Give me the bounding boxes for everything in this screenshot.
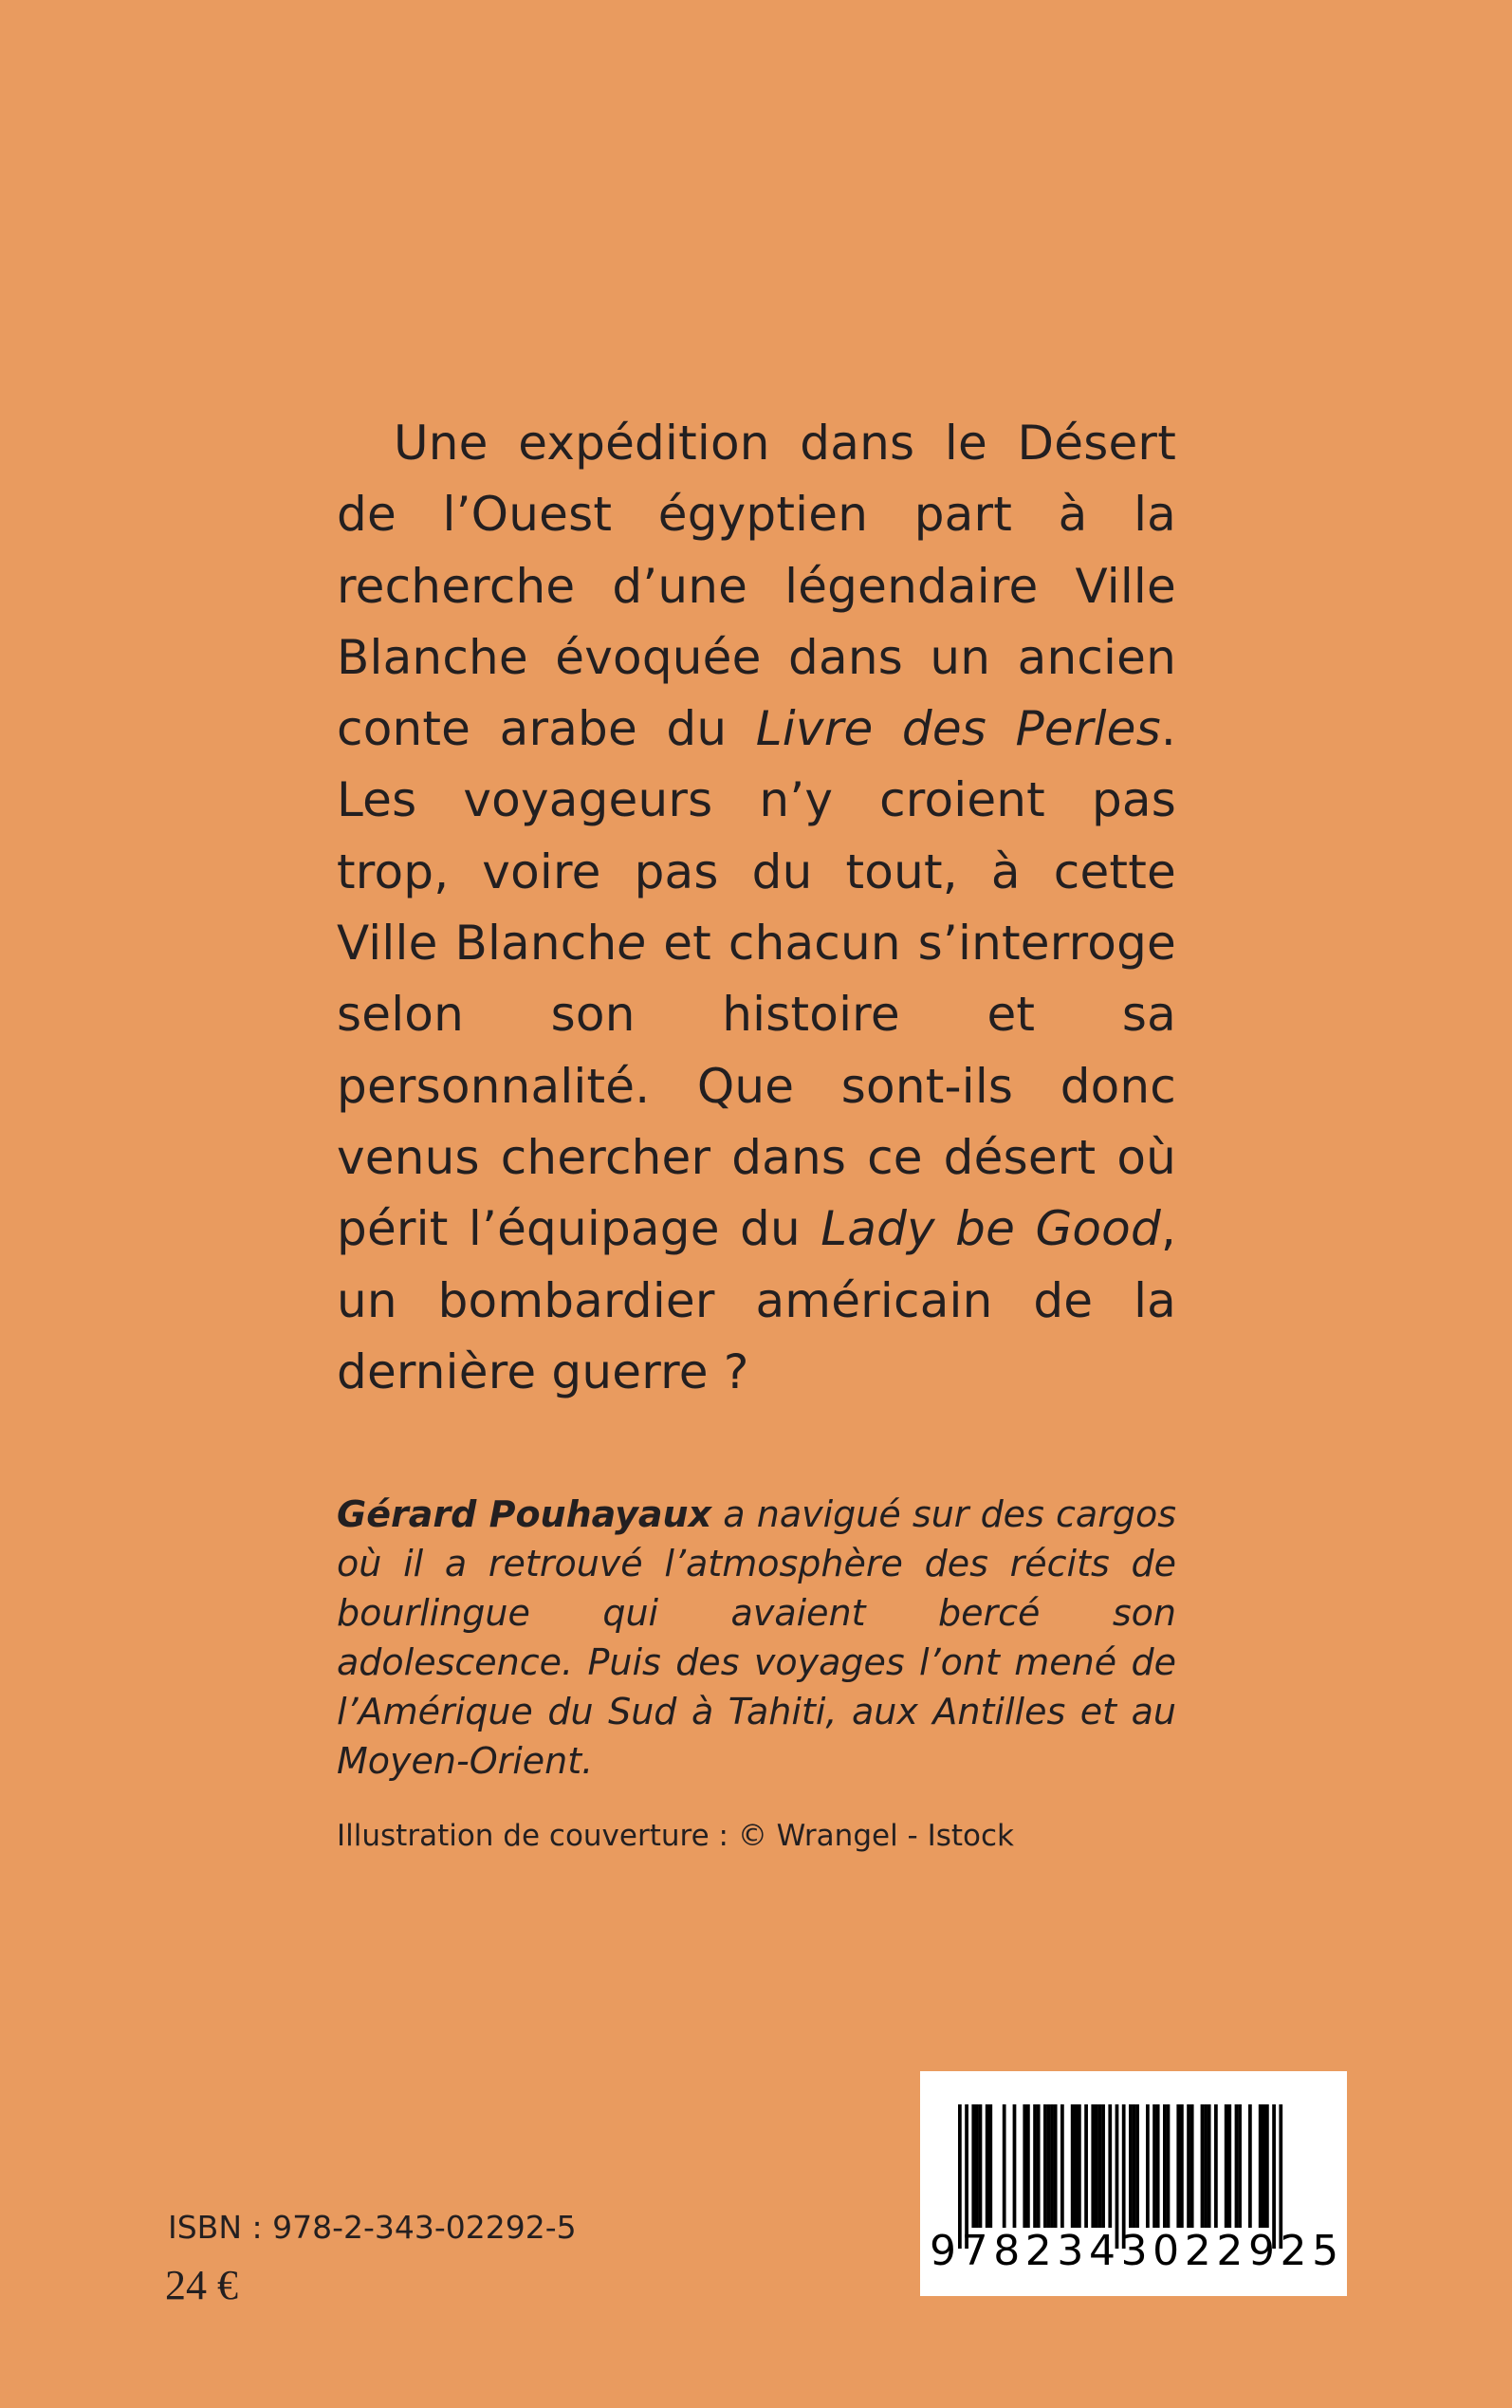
- barcode-bar: [1129, 2104, 1133, 2228]
- cover-illustration-credit: Illustration de couverture : © Wrangel - Istock: [337, 1819, 1014, 1853]
- barcode-bar: [1167, 2104, 1171, 2228]
- barcode-bar: [1208, 2104, 1211, 2228]
- isbn-number: ISBN : 978-2-343-02292-5: [168, 2209, 577, 2246]
- barcode-bar: [988, 2104, 992, 2228]
- barcode-bar: [1152, 2104, 1156, 2228]
- barcode-bar: [1037, 2104, 1041, 2228]
- barcode-bar: [1098, 2104, 1102, 2228]
- back-cover-blurb: [337, 408, 1176, 1408]
- barcode-bar: [1043, 2104, 1047, 2228]
- barcode-digits: 9782343022925: [930, 2227, 1344, 2275]
- barcode-bar: [1238, 2104, 1242, 2228]
- barcode-bar: [1060, 2104, 1064, 2228]
- barcode-bar: [1265, 2104, 1269, 2228]
- barcode-bar: [1050, 2104, 1054, 2228]
- barcode-bar: [1176, 2104, 1180, 2228]
- blurb-text-4: , un bombardier américain de la dernière guerre ?: [337, 1201, 1176, 1399]
- aircraft-name-lady-be-good: Lady be Good: [821, 1201, 1161, 1257]
- barcode-bar: [1190, 2104, 1194, 2228]
- barcode-bar: [1235, 2104, 1239, 2228]
- barcode-bar: [975, 2104, 979, 2228]
- barcode-bar: [1078, 2104, 1081, 2228]
- barcode-bar: [1091, 2104, 1095, 2228]
- barcode-bar: [1227, 2104, 1231, 2228]
- barcode-bar: [1214, 2104, 1218, 2228]
- barcode-bar: [1225, 2104, 1228, 2228]
- barcode-bar: [1108, 2104, 1112, 2228]
- blurb-text-2: . Les voyageurs n’y croient pas trop, voire pas du tout, à cette Ville Blanch: [337, 701, 1176, 972]
- barcode-bar: [1071, 2104, 1075, 2228]
- barcode-bar: [979, 2104, 983, 2228]
- barcode-bar: [971, 2104, 975, 2228]
- barcode-bar: [1023, 2104, 1026, 2228]
- barcode-bar: [1204, 2104, 1208, 2228]
- blurb-text-1: Une expédition dans le Désert de l’Ouest égyptien part à la recherche d’une légendaire Ville Blanche évoquée dans un ancien conte arabe du: [337, 416, 1176, 757]
- barcode-bar: [1133, 2104, 1136, 2228]
- barcode-bar: [1054, 2104, 1058, 2228]
- barcode-bar: [1163, 2104, 1167, 2228]
- barcode-bar: [1033, 2104, 1037, 2228]
- barcode-bar: [1135, 2104, 1139, 2228]
- barcode-bar: [1074, 2104, 1078, 2228]
- blurb-italic-letter: e: [617, 916, 647, 972]
- barcode-bar: [986, 2104, 989, 2228]
- price: 24 €: [165, 2262, 238, 2308]
- barcode-bar: [1248, 2104, 1252, 2228]
- barcode-bar: [1180, 2104, 1184, 2228]
- author-bio-text: a navigué sur des cargos où il a retrouvé l’atmosphère des récits de bourlingue qui avaient bercé son adolescence. Puis des voyages l’ont mené de l’Amérique du Sud à Tahiti, aux Antilles et au Moyen-Orient.: [337, 1493, 1176, 1782]
- barcode-bar: [1047, 2104, 1051, 2228]
- barcode-bar: [1187, 2104, 1190, 2228]
- barcode-bar: [1259, 2104, 1263, 2228]
- barcode-bar: [1146, 2104, 1150, 2228]
- barcode-bar: [1026, 2104, 1030, 2228]
- barcode-bar: [1095, 2104, 1098, 2228]
- barcode-bar: [1003, 2104, 1006, 2228]
- barcode: [920, 2071, 1347, 2296]
- author-bio: [337, 1490, 1176, 1786]
- barcode-bar: [1013, 2104, 1017, 2228]
- barcode-bar: [1084, 2104, 1088, 2228]
- barcode-bar: [1156, 2104, 1160, 2228]
- author-name: Gérard Pouhayaux: [337, 1493, 712, 1535]
- blurb-text-3: et chacun s’interroge selon son histoire et sa personnalité. Que sont-ils donc venus chercher dans ce désert où périt l’équipage du: [337, 916, 1176, 1257]
- barcode-bar: [1101, 2104, 1105, 2228]
- barcode-bar: [1201, 2104, 1205, 2228]
- book-title-livre-des-perles: Livre des Perles: [755, 701, 1161, 757]
- barcode-bar: [1262, 2104, 1265, 2228]
